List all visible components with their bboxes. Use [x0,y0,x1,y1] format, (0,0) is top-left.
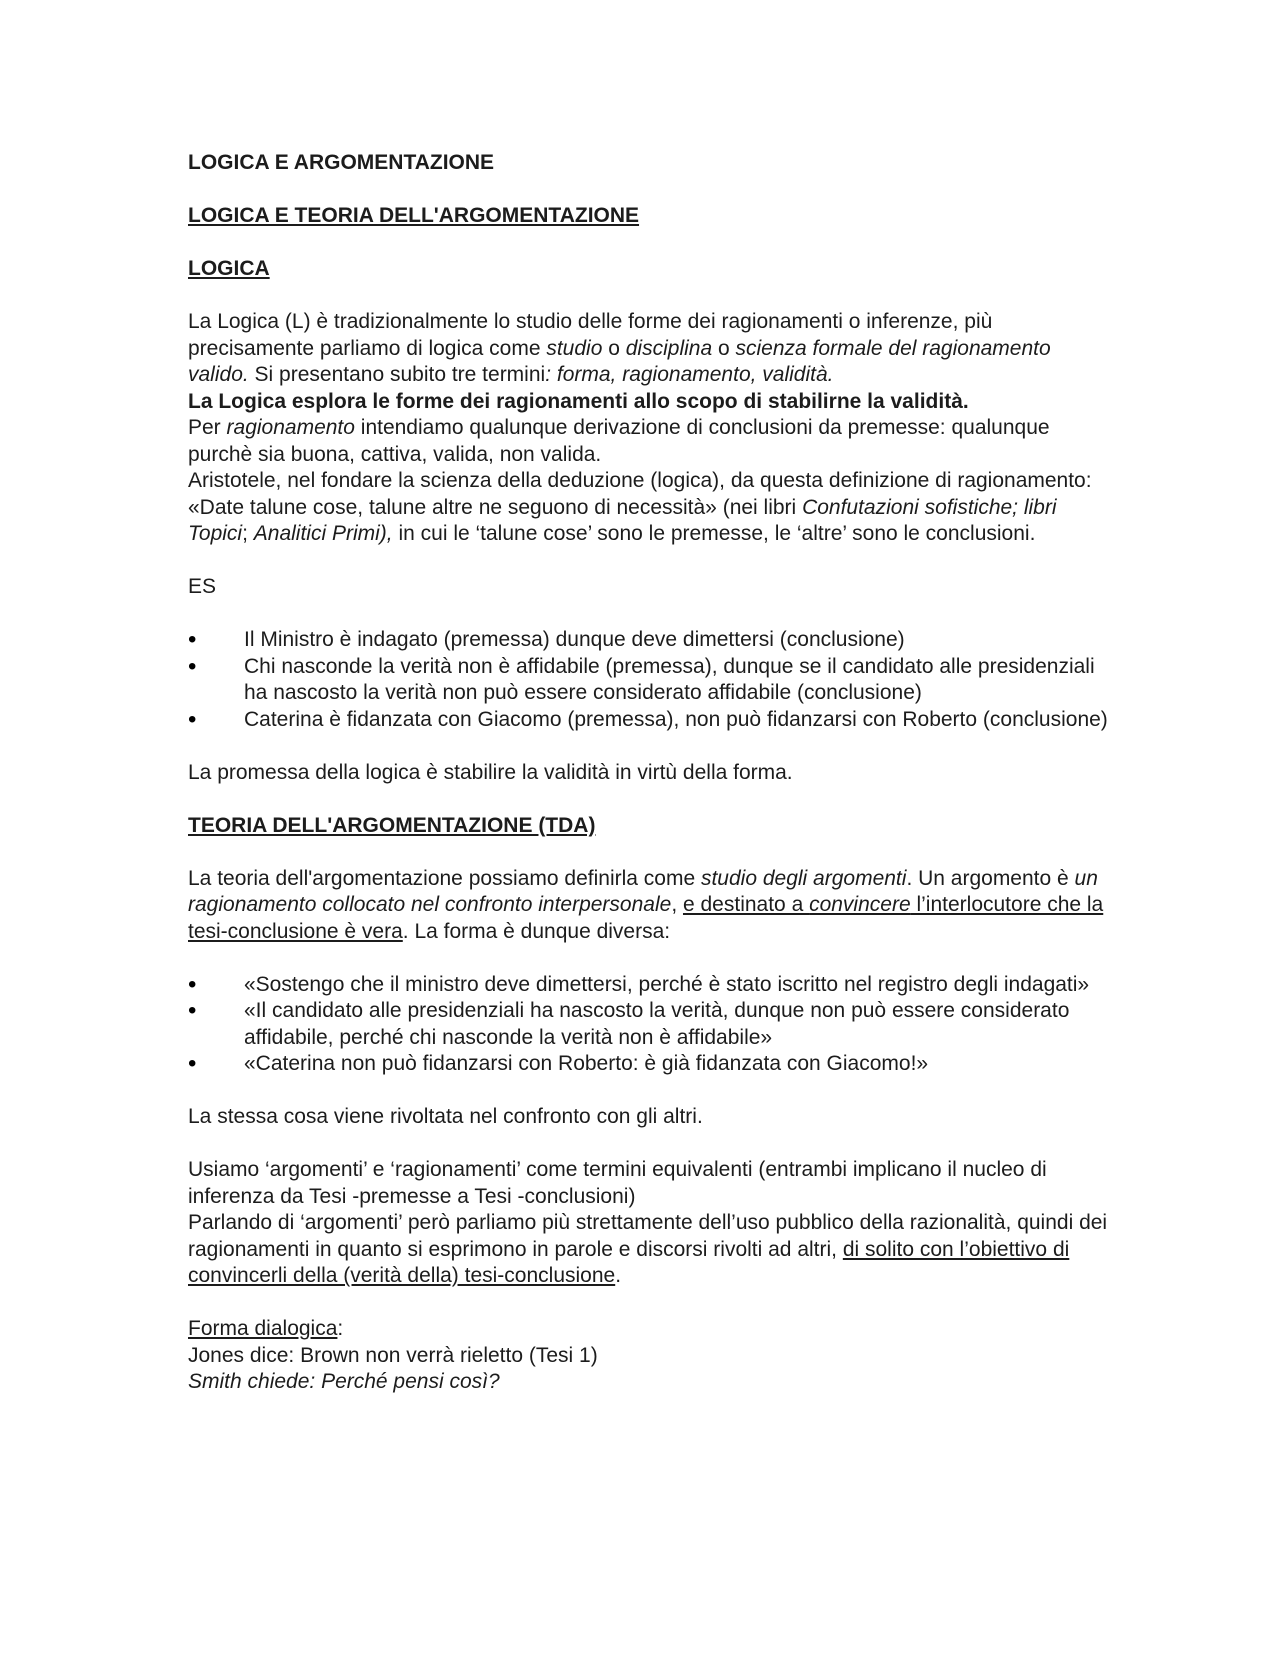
document-page [188,150,1108,1396]
section-title-logica: LOGICA [188,257,270,280]
dialog-form-label: Forma dialogica: [188,1317,344,1340]
logica-bold-statement: La Logica esplora le forme dei ragionamenti allo scopo di stabilirne la validità. [188,389,969,413]
ragionamento-paragraph: Per ragionamento intendiamo qualunque derivazione di conclusioni da premesse: qualunque purchè sia buona, cattiva, valida, non valida. [188,416,1050,466]
promise-line: La promessa della logica è stabilire la validità in virtù della forma. [188,760,793,784]
list-item: • «Caterina non può fidanzarsi con Roberto: è già fidanzata con Giacomo!» [188,1051,1108,1078]
parlando-paragraph: Parlando di ‘argomenti’ però parliamo più strettamente dell’uso pubblico della razionalità, quindi dei ragionamenti in quanto si esprimono in parole e discorsi rivolti ad altri, di solito con l’obiettivo di convincerli della (verità della) tesi-conclusione. [188,1211,1108,1287]
document-title: LOGICA E ARGOMENTAZIONE [188,151,495,174]
dialog-smith-line: Smith chiede: Perché pensi così? [188,1370,500,1393]
section-title-tda: TEORIA DELL'ARGOMENTAZIONE (TDA) [188,813,596,837]
tda-definition-paragraph: La teoria dell'argomentazione possiamo definirla come studio degli argomenti. Un argomento è un ragionamento collocato nel confronto interpersonale, e destinato a convincere l’interlocutore che la tesi-conclusione è vera. La forma è dunque diversa: [188,866,1104,943]
es-label: ES [188,575,217,598]
examples-list-logica [188,627,1108,733]
examples-list-tda [188,972,1108,1078]
dialog-jones-line: Jones dice: Brown non verrà rieletto (Tesi 1) [188,1343,598,1367]
list-item: • Chi nasconde la verità non è affidabile (premessa), dunque se il candidato alle presidenziali ha nascosto la verità non può essere considerato affidabile (conclusione) [188,654,1108,707]
list-item: • Caterina è fidanzata con Giacomo (premessa), non può fidanzarsi con Roberto (conclusione) [188,707,1108,734]
same-thing-line: La stessa cosa viene rivoltata nel confronto con gli altri. [188,1105,703,1128]
usiamo-paragraph: Usiamo ‘argomenti’ e ‘ragionamenti’ come termini equivalenti (entrambi implicano il nucleo di inferenza da Tesi -premesse a Tesi -conclusioni) [188,1158,1047,1208]
list-item: • «Il candidato alle presidenziali ha nascosto la verità, dunque non può essere considerato affidabile, perché chi nasconde la verità non è affidabile» [188,998,1108,1051]
aristotele-paragraph: Aristotele, nel fondare la scienza della deduzione (logica), da questa definizione di ragionamento: «Date talune cose, talune altre ne seguono di necessità» (nei libri Confutazioni sofistiche; libri Topici; Analitici Primi), in cui le ‘talune cose’ sono le premesse, le ‘altre’ sono le conclusioni. [188,469,1092,545]
list-item: • «Sostengo che il ministro deve dimettersi, perché è stato iscritto nel registro degli indagati» [188,972,1108,999]
section-title-logica-teoria: LOGICA E TEORIA DELL'ARGOMENTAZIONE [188,204,640,227]
logica-definition-paragraph: La Logica (L) è tradizionalmente lo studio delle forme dei ragionamenti o inferenze, più precisamente parliamo di logica come studio o disciplina o scienza formale del ragionamento valido. Si presentano subito tre termini: forma, ragionamento, validità. [188,310,1051,386]
list-item: • Il Ministro è indagato (premessa) dunque deve dimettersi (conclusione) [188,627,1108,654]
